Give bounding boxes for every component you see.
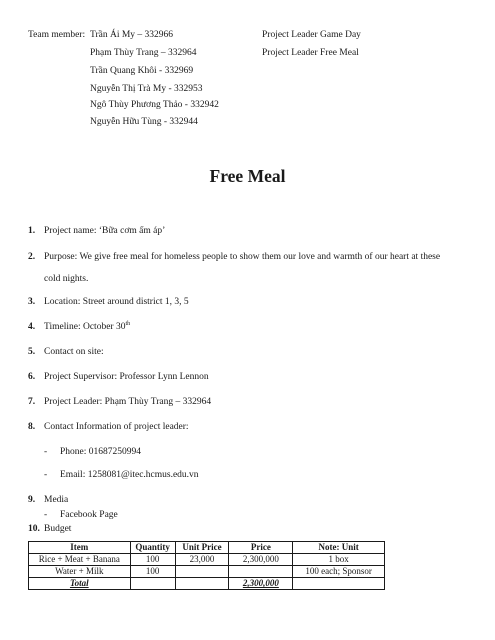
contact-phone: Phone: 01687250994 bbox=[60, 447, 142, 457]
column-header: Price bbox=[229, 542, 293, 554]
table-cell bbox=[293, 578, 385, 590]
team-member: Trần Quang Khôi - 332969 bbox=[90, 66, 194, 76]
leader-role: Project Leader Free Meal bbox=[262, 48, 359, 58]
bullet-dash: - bbox=[44, 470, 48, 480]
item-supervisor: Project Supervisor: Professor Lynn Lennon bbox=[44, 372, 209, 382]
item-timeline bbox=[44, 322, 130, 332]
table-cell: Rice + Meat + Banana bbox=[29, 554, 131, 566]
table-cell bbox=[175, 566, 229, 578]
bullet-dash: - bbox=[44, 510, 48, 520]
table-header-row bbox=[29, 542, 385, 554]
item-number: 3. bbox=[28, 297, 36, 307]
timeline-text: Timeline: October 30 bbox=[44, 322, 126, 332]
item-purpose: Purpose: We give free meal for homeless people to show them our love and warmth of our heart at these bbox=[44, 252, 441, 262]
team-member: Nguyễn Thị Trà My - 332953 bbox=[90, 84, 203, 94]
column-header: Item bbox=[29, 542, 131, 554]
item-number: 2. bbox=[28, 252, 36, 262]
table-cell bbox=[229, 566, 293, 578]
column-header: Note: Unit bbox=[293, 542, 385, 554]
item-number: 10. bbox=[28, 524, 40, 534]
item-contact-info: Contact Information of project leader: bbox=[44, 422, 189, 432]
item-project-leader: Project Leader: Phạm Thùy Trang – 332964 bbox=[44, 397, 212, 407]
team-member: Nguyễn Hữu Tùng - 332944 bbox=[90, 117, 198, 127]
team-member: Ngô Thùy Phương Thảo - 332942 bbox=[90, 100, 219, 110]
table-cell: 100 bbox=[130, 566, 175, 578]
team-member: Trần Ái My – 332966 bbox=[90, 30, 174, 40]
page-title: Free Meal bbox=[209, 166, 286, 186]
item-media: Media bbox=[44, 495, 69, 505]
item-location: Location: Street around district 1, 3, 5 bbox=[44, 297, 189, 307]
timeline-suffix: th bbox=[125, 320, 131, 327]
table-cell: 23,000 bbox=[175, 554, 229, 566]
item-number: 5. bbox=[28, 347, 36, 357]
item-project-name: Project name: ‘Bữa cơm ấm áp’ bbox=[44, 226, 166, 236]
team-member: Phạm Thùy Trang – 332964 bbox=[90, 48, 197, 58]
team-label: Team member: bbox=[28, 30, 86, 40]
item-purpose-continued: cold nights. bbox=[44, 274, 89, 284]
total-price: 2,300,000 bbox=[229, 578, 293, 590]
table-cell bbox=[130, 578, 175, 590]
item-number: 1. bbox=[28, 226, 36, 236]
item-number: 9. bbox=[28, 495, 36, 505]
column-header: Unit Price bbox=[175, 542, 229, 554]
table-cell: Water + Milk bbox=[29, 566, 131, 578]
item-number: 6. bbox=[28, 372, 36, 382]
table-cell: 2,300,000 bbox=[229, 554, 293, 566]
media-facebook: Facebook Page bbox=[60, 510, 118, 520]
item-number: 7. bbox=[28, 397, 36, 407]
table-cell: 100 each; Sponsor bbox=[293, 566, 385, 578]
contact-email: Email: 1258081@itec.hcmus.edu.vn bbox=[60, 470, 199, 480]
total-label: Total bbox=[29, 578, 131, 590]
budget-table bbox=[28, 541, 385, 590]
column-header: Quantity bbox=[130, 542, 175, 554]
leader-role: Project Leader Game Day bbox=[262, 30, 361, 40]
item-number: 4. bbox=[28, 322, 36, 332]
table-row bbox=[29, 566, 385, 578]
bullet-dash: - bbox=[44, 447, 48, 457]
item-contact-on-site: Contact on site: bbox=[44, 347, 104, 357]
table-total-row bbox=[29, 578, 385, 590]
table-cell bbox=[175, 578, 229, 590]
table-row bbox=[29, 554, 385, 566]
table-cell: 1 box bbox=[293, 554, 385, 566]
table-cell: 100 bbox=[130, 554, 175, 566]
item-budget: Budget bbox=[44, 524, 72, 534]
item-number: 8. bbox=[28, 422, 36, 432]
